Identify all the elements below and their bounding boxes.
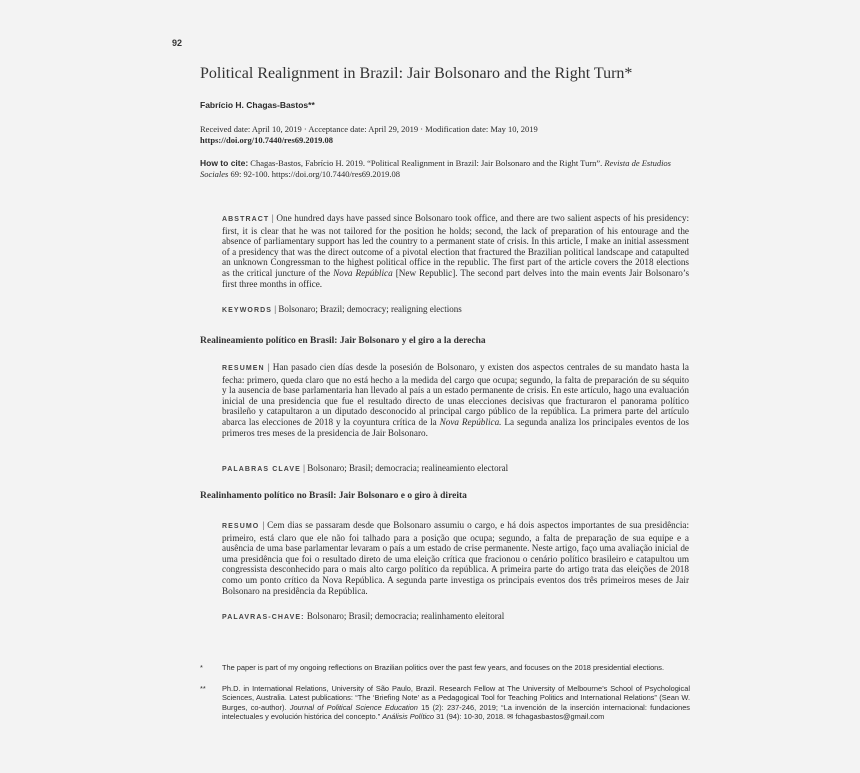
abstract-en: ABSTRACT | One hundred days have passed since Bolsonaro took office, and there are two salient aspects of his presidency: first, it is clear that he was not tailored for the position he holds; second, the lack of preparation of his entourage and the absence of parliamentary support has led the country to a permanent state of crisis. In this article, I make an initial assessment of a presidency that was the direct outcome of a pivotal election that fractured the Brazilian political landscape and catapulted an unknown Congressman to the highest political office in the republic. The first part of the article covers the 2018 elections as the critical juncture of the Nova República [New Republic]. The second part delves into the main events Jair Bolsonaro’s first three months in office. xyxy=(222,213,690,289)
keywords-es: PALABRAS CLAVE | Bolsonaro; Brasil; democracia; realineamiento electoral xyxy=(222,463,509,473)
cite-journal: Revista de Estudios Sociales xyxy=(200,158,671,179)
section-title-es: Realineamiento político en Brasil: Jair Bolsonaro y el giro a la derecha xyxy=(200,336,486,346)
dates-line: Received date: April 10, 2019 · Acceptance date: April 29, 2019 · Modification date: May 10, 2019 xyxy=(200,124,538,134)
abstract-pt-text: Cem dias se passaram desde que Bolsonaro assumiu o cargo, e há dois aspectos importantes de sua presidência: primeiro, está claro que ele não foi talhado para a posição que ocupa; segundo, a falta de preparação de sua equipe e a ausência de uma base parlamentar levaram o país a um estado de crise permanente. Neste artigo, faço uma avaliação inicial de uma presidência que foi o resultado direto de uma eleição crítica que fracionou o cenário político brasileiro e catapultou um congressista desconhecido para o mais alto cargo político da república. A primeira parte do artigo trata das eleições de 2018 como um ponto crítico da Nova República. A segunda parte investiga os principais eventos dos três primeiros meses de Jair Bolsonaro na presidência da República. xyxy=(222,520,689,596)
footnote-2-mark: ** xyxy=(200,684,206,693)
keywords-es-text: Bolsonaro; Brasil; democracia; realineamiento electoral xyxy=(307,463,509,473)
cite-rest: 69: 92-100. https://doi.org/10.7440/res69.2019.08 xyxy=(230,169,401,179)
footnote-2-text-1: Ph.D. in International Relations, University of São Paulo, Brazil. Research Fellow at The University of Melbourne’s School of Psychological Sciences, Australia. Latest publications: “The ‘Briefing Note’ as a Pedagogical Tool for Teaching Politics and International Relations” (Sean W. Burges, co-author). xyxy=(222,684,690,712)
abstract-en-label: ABSTRACT xyxy=(222,216,270,223)
keywords-es-label: PALABRAS CLAVE xyxy=(222,466,301,473)
footnote-1-text: The paper is part of my ongoing reflections on Brazilian politics over the past few years, and focuses on the 2018 presidential elections. xyxy=(222,663,665,672)
doi-link[interactable]: https://doi.org/10.7440/res69.2019.08 xyxy=(200,135,334,145)
footnote-1 xyxy=(200,663,690,672)
footnote-2-body xyxy=(222,684,690,722)
abstract-es: RESUMEN | Han pasado cien días desde la posesión de Bolsonaro, y existen dos aspectos centrales de su mandato hasta la fecha: primero, queda claro que no está hecho a la medida del cargo que ocupa; segundo, la falta de preparación de su séquito y la ausencia de base parlamentaria han llevado al país a un estado permanente de crisis. En este artículo, hago una evaluación inicial de una presidencia que fue el resultado directo de unas elecciones decisivas que fracturaron el panorama político brasileño y catapultaron a un diputado desconocido al principal cargo público de la república. La primera parte del artículo abarca las elecciones de 2018 y la coyuntura crítica de la Nova República. La segunda analiza los principales eventos de los primeros tres meses de la presidencia de Jair Bolsonaro. xyxy=(222,362,690,438)
article-title: Political Realignment in Brazil: Jair Bolsonaro and the Right Turn* xyxy=(200,65,633,82)
footnote-2-text-2: 15 (2): 237-246, 2019; “La invención de la inserción internacional: fundaciones intelectuales y evolución histórica del concepto.” xyxy=(222,702,690,722)
article-dates xyxy=(200,124,690,146)
keywords-en-text: Bolsonaro; Brazil; democracy; realigning elections xyxy=(278,304,462,314)
cite-text: Chagas-Bastos, Fabrício H. 2019. “Political Realignment in Brazil: Jair Bolsonaro and the Right Turn”. xyxy=(250,158,603,168)
cite-label: How to cite: xyxy=(200,158,249,168)
section-title-pt: Realinhamento político no Brasil: Jair Bolsonaro e o giro à direita xyxy=(200,491,467,501)
footnote-2 xyxy=(200,684,690,722)
abstract-en-text-1: One hundred days have passed since Bolsonaro took office, and there are two salient aspects of his presidency: first, it is clear that he was not tailored for the position he holds; second, the lack of preparation of his entourage and the absence of parliamentary support has led the country to a permanent state of crisis. In this article, I make an initial assessment of a presidency that was the direct outcome of a pivotal election that fractured the Brazilian political landscape and catapulted an unknown Congressman to the highest political office in the republic. The first part of the article covers the 2018 elections as the critical juncture of the xyxy=(222,213,690,278)
keywords-en-label: KEYWORDS xyxy=(222,307,273,314)
footnote-2-journal-2: Análisis Político xyxy=(382,712,434,722)
how-to-cite xyxy=(200,158,690,180)
abstract-es-text-2: La segunda analiza los principales eventos de los primeros tres meses de la presidencia de Jair Bolsonaro. xyxy=(222,416,689,438)
footnote-2-text-3: 31 (94): 10-30, 2018. ✉ fchagasbastos@gmail.com xyxy=(436,712,605,722)
abstract-pt-label: RESUMO xyxy=(222,523,260,530)
abstract-es-label: RESUMEN xyxy=(222,365,265,372)
page-number: 92 xyxy=(172,38,183,48)
footnote-1-mark: * xyxy=(200,663,203,672)
keywords-pt-label: PALAVRAS-CHAVE: xyxy=(222,614,305,621)
abstract-es-text-1: Han pasado cien días desde la posesión de Bolsonaro, y existen dos aspectos centrales de su mandato hasta la fecha: primero, queda claro que no está hecho a la medida del cargo que ocupa; segundo, la falta de preparación de su séquito y la ausencia de base parlamentaria han llevado al país a un estado permanente de crisis. En este artículo, hago una evaluación inicial de una presidencia que fue el resultado directo de unas elecciones decisivas que fracturaron el panorama político brasileño y catapultaron a un diputado desconocido al principal cargo público de la república. La primera parte del artículo abarca las elecciones de 2018 y la coyuntura crítica de la xyxy=(222,362,690,427)
abstract-en-text-2: [New Republic]. The second part delves into the main events Jair Bolsonaro’s first three months in office. xyxy=(222,267,690,289)
abstract-en-italic: Nova República xyxy=(333,267,393,278)
footnote-2-journal-1: Journal of Political Science Education xyxy=(289,702,418,712)
abstract-pt: RESUMO | Cem dias se passaram desde que Bolsonaro assumiu o cargo, e há dois aspectos importantes de sua presidência: primeiro, está claro que ele não foi talhado para a posição que ocupa; segundo, a falta de preparação de sua equipe e a ausência de uma base parlamentar levaram o país a um estado de crise permanente. Neste artigo, faço uma avaliação inicial de uma presidência que foi o resultado direto de uma eleição crítica que fracionou o cenário político brasileiro e catapultou um congressista desconhecido para o mais alto cargo político da república. A primeira parte do artigo trata das eleições de 2018 como um ponto crítico da Nova República. A segunda parte investiga os principais eventos dos três primeiros meses de Jair Bolsonaro na presidência da República. xyxy=(222,520,689,596)
article-author: Fabrício H. Chagas-Bastos** xyxy=(200,100,315,110)
keywords-pt-text: Bolsonaro; Brasil; democracia; realinhamento eleitoral xyxy=(306,611,505,621)
abstract-es-italic: Nova República. xyxy=(439,416,502,427)
keywords-en: KEYWORDS | Bolsonaro; Brazil; democracy; realigning elections xyxy=(222,304,462,314)
keywords-pt xyxy=(222,611,689,621)
